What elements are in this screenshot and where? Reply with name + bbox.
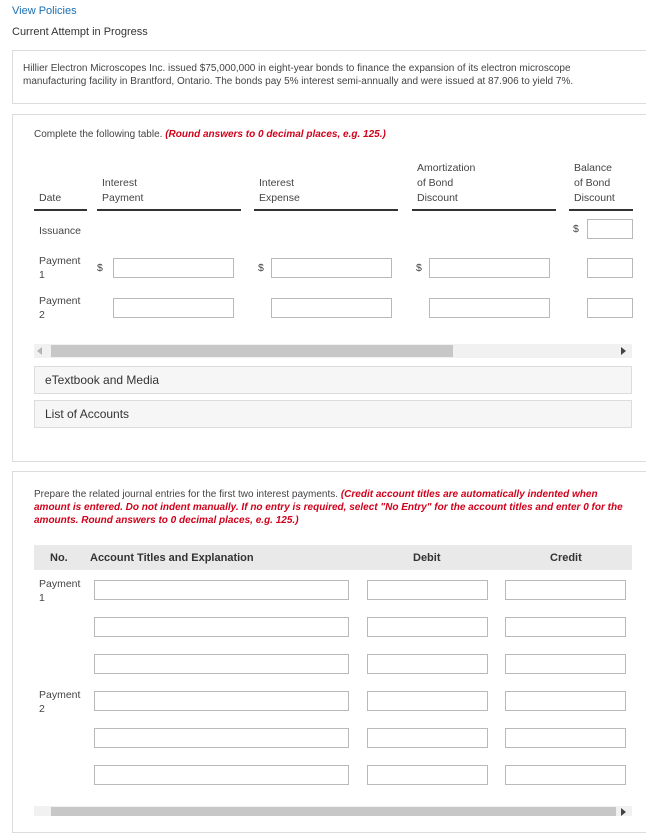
journal-debit-input[interactable] bbox=[367, 580, 488, 600]
row-label-payment-1-b: 1 bbox=[39, 269, 45, 281]
scroll-right-arrow-icon[interactable] bbox=[621, 347, 626, 355]
journal-instruction-text: Prepare the related journal entries for the first two interest payments. bbox=[34, 489, 339, 500]
journal-label-payment-1-a: Payment bbox=[39, 578, 81, 590]
header-date: Date bbox=[39, 192, 62, 204]
journal-account-input[interactable] bbox=[94, 617, 349, 637]
header-balance-line bbox=[569, 209, 633, 211]
header-interest-payment-1: Interest bbox=[102, 177, 138, 189]
journal-header-debit: Debit bbox=[413, 552, 441, 564]
row-label-issuance: Issuance bbox=[39, 225, 82, 237]
journal-header-account: Account Titles and Explanation bbox=[90, 552, 254, 564]
payment1-interest-expense-input[interactable] bbox=[271, 258, 392, 278]
journal-account-input[interactable] bbox=[94, 691, 349, 711]
attempt-status: Current Attempt in Progress bbox=[12, 26, 148, 38]
table-round-note: (Round answers to 0 decimal places, e.g. 125.) bbox=[165, 129, 386, 140]
header-amortization-1: Amortization bbox=[417, 162, 476, 174]
header-balance-1: Balance bbox=[574, 162, 612, 174]
row-label-payment-1 bbox=[39, 254, 80, 282]
journal-header-no: No. bbox=[50, 552, 68, 564]
journal-scrollbar-thumb[interactable] bbox=[51, 807, 616, 816]
journal-credit-input[interactable] bbox=[505, 691, 626, 711]
journal-account-input[interactable] bbox=[94, 728, 349, 748]
journal-label-payment-1-b: 1 bbox=[39, 592, 45, 604]
header-amortization-line bbox=[412, 209, 556, 211]
journal-credit-input[interactable] bbox=[505, 654, 626, 674]
list-of-accounts-accordion[interactable]: List of Accounts bbox=[34, 400, 632, 428]
payment2-amortization-input[interactable] bbox=[429, 298, 550, 318]
table-instruction bbox=[34, 129, 614, 140]
journal-credit-input[interactable] bbox=[505, 617, 626, 637]
journal-debit-input[interactable] bbox=[367, 654, 488, 674]
header-interest-payment-line bbox=[97, 209, 241, 211]
header-balance-3: Discount bbox=[574, 192, 615, 204]
row-label-payment-2-a: Payment bbox=[39, 295, 81, 307]
header-interest-payment-2: Payment bbox=[102, 192, 144, 204]
table-instruction-text: Complete the following table. bbox=[34, 129, 163, 140]
journal-instruction bbox=[34, 488, 634, 527]
journal-note: (Credit account titles are automatically indented when amount is entered. Do not indent manually. If no entry is required, select "No Entry" for the account titles and enter 0 for the amounts. Round answers to 0 decimal places, e.g. 125.) bbox=[34, 489, 623, 526]
problem-text: Hillier Electron Microscopes Inc. issued $75,000,000 in eight-year bonds to finance the expansion of its electron microscope manufacturing facility in Brantford, Ontario. The bonds pay 5% interest semi-annually and were issued at 87.906 to yield 7%. bbox=[23, 63, 574, 87]
currency-symbol: $ bbox=[97, 262, 103, 274]
header-interest-expense-2: Expense bbox=[259, 192, 300, 204]
payment2-interest-payment-input[interactable] bbox=[113, 298, 234, 318]
header-amortization-3: Discount bbox=[417, 192, 458, 204]
table-scrollbar-thumb[interactable] bbox=[51, 345, 453, 357]
row-label-payment-1-a: Payment bbox=[39, 255, 81, 267]
payment2-balance-input[interactable] bbox=[587, 298, 633, 318]
issuance-balance-input[interactable] bbox=[587, 219, 633, 239]
journal-label-payment-2-b: 2 bbox=[39, 703, 45, 715]
journal-account-input[interactable] bbox=[94, 580, 349, 600]
journal-account-input[interactable] bbox=[94, 654, 349, 674]
journal-scroll-right-arrow-icon[interactable] bbox=[621, 808, 626, 816]
currency-symbol: $ bbox=[416, 262, 422, 274]
journal-debit-input[interactable] bbox=[367, 617, 488, 637]
header-date-line bbox=[34, 209, 87, 211]
journal-debit-input[interactable] bbox=[367, 728, 488, 748]
etextbook-media-accordion[interactable]: eTextbook and Media bbox=[34, 366, 632, 394]
payment1-amortization-input[interactable] bbox=[429, 258, 550, 278]
row-label-payment-2 bbox=[39, 294, 80, 322]
journal-label-payment-1 bbox=[39, 577, 80, 605]
journal-label-payment-2-a: Payment bbox=[39, 689, 81, 701]
journal-label-payment-2 bbox=[39, 688, 80, 716]
journal-credit-input[interactable] bbox=[505, 728, 626, 748]
payment2-interest-expense-input[interactable] bbox=[271, 298, 392, 318]
journal-debit-input[interactable] bbox=[367, 765, 488, 785]
header-amortization-2: of Bond bbox=[417, 177, 454, 189]
top-bar bbox=[0, 0, 646, 22]
currency-symbol: $ bbox=[573, 223, 579, 235]
journal-debit-input[interactable] bbox=[367, 691, 488, 711]
journal-header-credit: Credit bbox=[550, 552, 582, 564]
journal-account-input[interactable] bbox=[94, 765, 349, 785]
currency-symbol: $ bbox=[258, 262, 264, 274]
view-policies-link[interactable]: View Policies bbox=[12, 5, 77, 17]
header-balance-2: of Bond bbox=[574, 177, 611, 189]
payment1-balance-input[interactable] bbox=[587, 258, 633, 278]
header-interest-expense-1: Interest bbox=[259, 177, 295, 189]
row-label-payment-2-b: 2 bbox=[39, 309, 45, 321]
journal-credit-input[interactable] bbox=[505, 765, 626, 785]
payment1-interest-payment-input[interactable] bbox=[113, 258, 234, 278]
journal-credit-input[interactable] bbox=[505, 580, 626, 600]
scroll-left-arrow-icon[interactable] bbox=[37, 347, 42, 355]
header-interest-expense-line bbox=[254, 209, 398, 211]
